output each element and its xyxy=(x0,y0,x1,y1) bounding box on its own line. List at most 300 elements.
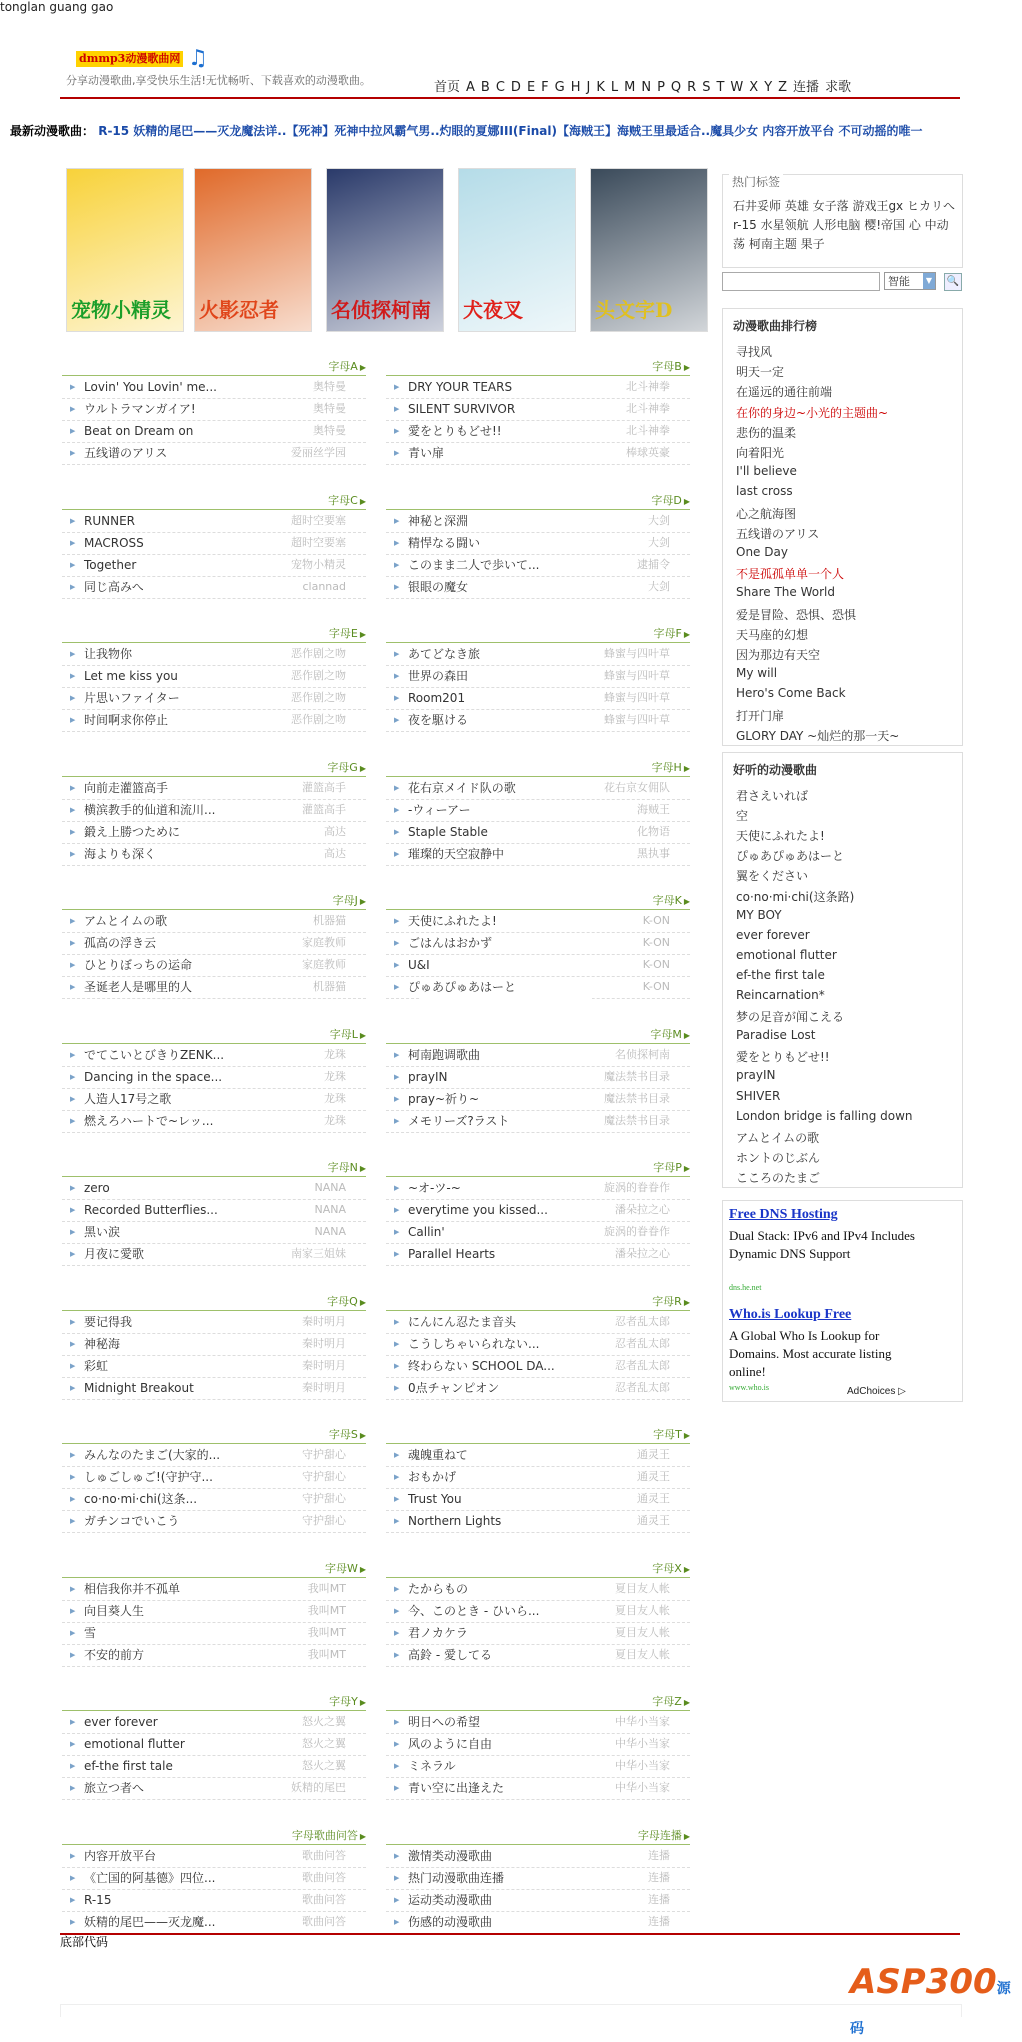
song-series[interactable]: NANA xyxy=(314,1225,346,1238)
song-title[interactable]: ひとりぼっちの运命 xyxy=(84,958,193,972)
nav-item-0[interactable]: 首页 xyxy=(434,80,461,95)
good-song-item[interactable]: 翼をください xyxy=(736,869,809,884)
song-row[interactable] xyxy=(62,821,366,844)
song-title[interactable]: ミネラル xyxy=(408,1759,456,1773)
song-row[interactable] xyxy=(386,1777,690,1800)
song-title[interactable]: 孤高の浮き云 xyxy=(84,936,157,950)
ranking-item[interactable]: 天马座的幻想 xyxy=(736,627,809,642)
song-title[interactable]: 世界の森田 xyxy=(408,669,469,683)
song-series[interactable]: 我叫MT xyxy=(307,1603,346,1617)
song-series[interactable]: 家庭教师 xyxy=(302,958,346,971)
ranking-item[interactable]: 悲伤的温柔 xyxy=(736,425,797,440)
song-row[interactable] xyxy=(386,1333,690,1356)
song-series[interactable]: 奥特曼 xyxy=(313,424,346,437)
nav-item-3[interactable]: C xyxy=(495,80,505,95)
song-row[interactable] xyxy=(386,1867,690,1890)
song-row[interactable] xyxy=(386,799,690,822)
song-series[interactable]: 连播 xyxy=(648,1914,670,1928)
song-title[interactable]: 圣诞老人是哪里的人 xyxy=(84,980,193,994)
song-title[interactable]: たからもの xyxy=(408,1581,469,1596)
song-series[interactable]: 怒火之翼 xyxy=(302,1715,346,1728)
song-row[interactable] xyxy=(62,1221,366,1244)
song-row[interactable] xyxy=(62,777,366,800)
song-series[interactable]: 名侦探柯南 xyxy=(615,1047,670,1061)
song-series[interactable]: clannad xyxy=(302,579,346,593)
song-title[interactable]: ウルトラマンガイア! xyxy=(84,402,196,416)
song-title[interactable]: 要记得我 xyxy=(84,1314,133,1329)
song-row[interactable] xyxy=(62,1333,366,1356)
song-series[interactable]: 超时空要塞 xyxy=(291,513,346,527)
nav-item-12[interactable]: M xyxy=(624,80,636,95)
section-heading[interactable] xyxy=(329,625,366,641)
song-title[interactable]: 热门动漫歌曲连播 xyxy=(408,1870,505,1885)
song-title[interactable]: 夜を駆ける xyxy=(408,713,469,727)
song-row[interactable] xyxy=(386,1733,690,1756)
song-title[interactable]: 向目葵人生 xyxy=(84,1603,145,1618)
song-title[interactable]: DRY YOUR TEARS xyxy=(408,380,513,394)
song-title[interactable]: 鍛え上勝つために xyxy=(84,824,181,839)
ranking-item[interactable]: 明天一定 xyxy=(736,365,785,380)
song-title[interactable]: アムとイムの歌 xyxy=(84,914,168,928)
song-row[interactable] xyxy=(386,1911,690,1934)
latest-songs-links[interactable]: R-15 妖精的尾巴——灭龙魔法详..【死神】死神中拉风霸气男..灼眼的夏娜III(Final)【海贼王】海贼王里最适合..魔具少女 内容开放平台 不可动摇的唯一 xyxy=(98,124,923,138)
section-heading[interactable] xyxy=(329,1426,366,1442)
nav-item-10[interactable]: K xyxy=(596,80,605,95)
song-title[interactable]: ever forever xyxy=(84,1715,158,1729)
song-title[interactable]: 明日への希望 xyxy=(408,1715,481,1729)
song-series[interactable]: 机器猫 xyxy=(313,914,346,927)
section-heading[interactable] xyxy=(652,1293,690,1309)
song-series[interactable]: 连播 xyxy=(648,1892,670,1906)
song-series[interactable]: 我叫MT xyxy=(307,1581,346,1595)
nav-item-8[interactable]: H xyxy=(570,80,581,95)
song-title[interactable]: 风のように自由 xyxy=(408,1737,493,1751)
song-row[interactable] xyxy=(62,910,366,933)
song-row[interactable] xyxy=(386,1177,690,1200)
song-series[interactable]: 花右京女佣队 xyxy=(604,780,670,794)
song-series[interactable]: 歌曲问答 xyxy=(302,1892,346,1906)
ranking-item[interactable]: last cross xyxy=(736,484,793,499)
song-series[interactable]: 黑执事 xyxy=(637,846,670,860)
song-title[interactable]: 伤感的动漫歌曲 xyxy=(408,1914,493,1929)
song-row[interactable] xyxy=(386,554,690,577)
section-heading[interactable] xyxy=(651,492,690,508)
song-row[interactable] xyxy=(62,1243,366,1266)
song-row[interactable] xyxy=(386,1845,690,1868)
song-row[interactable] xyxy=(62,376,366,399)
song-title[interactable]: co·no·mi·chi(这条... xyxy=(84,1492,198,1506)
section-heading[interactable] xyxy=(653,892,690,908)
section-heading[interactable] xyxy=(654,625,690,641)
ranking-item[interactable]: I'll believe xyxy=(736,464,797,479)
song-series[interactable]: 蜂蜜与四叶草 xyxy=(604,713,670,726)
song-title[interactable]: MACROSS xyxy=(84,535,144,550)
nav-item-1[interactable]: A xyxy=(466,80,475,95)
nav-item-24[interactable]: 求歌 xyxy=(825,80,852,95)
song-series[interactable]: 歌曲问答 xyxy=(302,1870,346,1884)
ranking-item[interactable]: 不是孤孤单单一个人 xyxy=(736,567,845,582)
song-row[interactable] xyxy=(386,1488,690,1511)
song-title[interactable]: zero xyxy=(84,1181,110,1195)
song-title[interactable]: R-15 xyxy=(84,1892,112,1907)
song-row[interactable] xyxy=(386,1110,690,1133)
section-heading[interactable] xyxy=(328,358,366,374)
song-row[interactable] xyxy=(62,687,366,710)
good-song-item[interactable]: ef-the first tale xyxy=(736,967,825,982)
song-series[interactable]: 蜂蜜与四叶草 xyxy=(604,647,670,660)
song-series[interactable]: NANA xyxy=(314,1181,346,1194)
anime-thumbnail[interactable] xyxy=(326,168,444,332)
song-series[interactable]: 我叫MT xyxy=(307,1647,346,1661)
song-title[interactable]: 向前走灌篮高手 xyxy=(84,780,169,795)
section-heading[interactable] xyxy=(328,492,366,508)
nav-item-9[interactable]: J xyxy=(586,80,591,95)
song-row[interactable] xyxy=(62,1644,366,1667)
ranking-item[interactable]: One Day xyxy=(736,545,788,559)
song-title[interactable]: 片思いファイター xyxy=(84,691,180,705)
song-series[interactable]: 忍者乱太郎 xyxy=(615,1314,670,1328)
song-series[interactable]: 大剑 xyxy=(648,513,670,527)
song-title[interactable]: 月夜に愛歌 xyxy=(84,1247,145,1261)
song-row[interactable] xyxy=(62,1355,366,1378)
site-logo[interactable] xyxy=(66,46,216,74)
song-row[interactable] xyxy=(386,532,690,555)
song-title[interactable]: Recorded Butterflies... xyxy=(84,1203,218,1217)
song-row[interactable] xyxy=(386,687,690,710)
song-series[interactable]: K-ON xyxy=(642,980,670,993)
good-song-item[interactable]: ever forever xyxy=(736,927,810,942)
section-heading[interactable] xyxy=(333,892,366,908)
nav-item-7[interactable]: G xyxy=(554,80,565,95)
song-row[interactable] xyxy=(62,1755,366,1778)
nav-item-20[interactable]: X xyxy=(749,80,759,95)
song-series[interactable]: 大剑 xyxy=(648,579,670,593)
song-series[interactable]: 怒火之翼 xyxy=(302,1737,346,1750)
song-series[interactable]: K-ON xyxy=(642,914,670,927)
song-row[interactable] xyxy=(386,1355,690,1378)
song-row[interactable] xyxy=(62,1066,366,1089)
nav-item-21[interactable]: Y xyxy=(764,80,773,95)
song-title[interactable]: 银眼の魔女 xyxy=(408,579,469,594)
song-series[interactable]: 高达 xyxy=(324,846,346,860)
song-series[interactable]: 通灵王 xyxy=(637,1492,670,1505)
song-series[interactable]: 怒火之翼 xyxy=(302,1759,346,1772)
section-heading[interactable] xyxy=(652,1693,690,1709)
nav-item-22[interactable]: Z xyxy=(778,80,788,95)
ad-url-1[interactable]: dns.he.net xyxy=(729,1283,762,1292)
song-series[interactable]: 中华小当家 xyxy=(615,1737,670,1750)
song-series[interactable]: 魔法禁书目录 xyxy=(604,1069,670,1083)
good-song-item[interactable]: MY BOY xyxy=(736,907,782,922)
song-title[interactable]: 让我物你 xyxy=(84,647,133,661)
nav-item-14[interactable]: P xyxy=(657,80,665,95)
nav-item-18[interactable]: T xyxy=(716,80,725,95)
adchoices-link[interactable]: AdChoices ▷ xyxy=(847,1386,906,1397)
song-series[interactable]: 连播 xyxy=(648,1848,670,1862)
song-row[interactable] xyxy=(62,1488,366,1511)
song-row[interactable] xyxy=(62,1733,366,1756)
section-heading[interactable] xyxy=(652,759,690,775)
good-song-item[interactable]: アムとイムの歌 xyxy=(736,1130,820,1145)
section-heading[interactable] xyxy=(653,1426,690,1442)
song-row[interactable] xyxy=(386,1444,690,1467)
song-title[interactable]: Let me kiss you xyxy=(84,669,178,683)
song-row[interactable] xyxy=(62,843,366,866)
song-row[interactable] xyxy=(62,1578,366,1601)
song-title[interactable]: このまま二人で歩いて... xyxy=(408,557,540,572)
song-row[interactable] xyxy=(386,1044,690,1067)
song-row[interactable] xyxy=(386,709,690,732)
song-title[interactable]: 魂魄重ねて xyxy=(408,1448,468,1462)
song-series[interactable]: K-ON xyxy=(642,958,670,971)
ranking-item[interactable]: 因为那边有天空 xyxy=(736,648,821,662)
good-song-item[interactable]: ホントのじぶん xyxy=(736,1150,821,1165)
good-song-item[interactable]: Reincarnation* xyxy=(736,988,825,1002)
song-title[interactable]: 相信我你并不孤单 xyxy=(84,1581,181,1596)
song-series[interactable]: 歌曲问答 xyxy=(302,1848,346,1862)
song-row[interactable] xyxy=(62,1044,366,1067)
song-row[interactable] xyxy=(386,1889,690,1912)
good-song-item[interactable]: emotional flutter xyxy=(736,947,837,962)
song-series[interactable]: 龙珠 xyxy=(324,1069,346,1083)
song-series[interactable]: 夏目友人帐 xyxy=(615,1581,670,1595)
section-heading[interactable] xyxy=(327,759,366,775)
section-heading[interactable] xyxy=(638,1827,690,1843)
song-title[interactable]: Lovin' You Lovin' me... xyxy=(84,380,217,394)
song-series[interactable]: 秦时明月 xyxy=(302,1358,346,1372)
song-series[interactable]: 中华小当家 xyxy=(615,1781,670,1794)
ad-url-2[interactable]: www.who.is xyxy=(729,1383,769,1392)
song-series[interactable]: 宠物小精灵 xyxy=(291,557,346,571)
song-row[interactable] xyxy=(386,1088,690,1111)
song-title[interactable]: 0点チャンピオン xyxy=(408,1380,500,1395)
song-title[interactable]: Midnight Breakout xyxy=(84,1380,194,1395)
song-row[interactable] xyxy=(62,1088,366,1111)
good-song-item[interactable]: SHIVER xyxy=(736,1088,781,1103)
song-row[interactable] xyxy=(62,643,366,666)
song-series[interactable]: 连播 xyxy=(648,1870,670,1884)
song-title[interactable]: Callin' xyxy=(408,1225,445,1239)
song-series[interactable]: 忍者乱太郎 xyxy=(615,1380,670,1394)
song-series[interactable]: 恶作剧之吻 xyxy=(291,669,346,682)
section-heading[interactable] xyxy=(327,1293,366,1309)
song-title[interactable]: ef-the first tale xyxy=(84,1759,173,1773)
song-title[interactable]: emotional flutter xyxy=(84,1737,185,1751)
ranking-item[interactable]: 心之航海图 xyxy=(736,506,797,521)
song-row[interactable] xyxy=(62,398,366,421)
nav-item-13[interactable]: N xyxy=(641,80,652,95)
section-heading[interactable] xyxy=(653,1159,690,1175)
anime-thumbnail[interactable] xyxy=(66,168,184,332)
song-series[interactable]: 忍者乱太郎 xyxy=(615,1358,670,1372)
nav-item-15[interactable]: Q xyxy=(670,80,682,95)
song-series[interactable]: 妖精的尾巴 xyxy=(291,1781,346,1794)
song-series[interactable]: 灌篮高手 xyxy=(302,780,346,794)
song-series[interactable]: 高达 xyxy=(324,824,346,838)
song-series[interactable]: 龙珠 xyxy=(324,1047,346,1061)
song-title[interactable]: U&I xyxy=(408,958,430,972)
song-row[interactable] xyxy=(62,1311,366,1334)
good-song-item[interactable]: Paradise Lost xyxy=(736,1028,816,1043)
song-title[interactable]: ~オ-ツ-~ xyxy=(408,1181,461,1195)
song-series[interactable]: 秦时明月 xyxy=(302,1314,346,1328)
song-series[interactable]: 旋涡的眷眷作 xyxy=(604,1181,670,1194)
song-title[interactable]: 高鈴 - 愛してる xyxy=(408,1647,492,1662)
search-input[interactable] xyxy=(722,272,880,291)
song-title[interactable]: ごはんはおかず xyxy=(408,936,493,950)
song-title[interactable]: Room201 xyxy=(408,691,466,705)
song-row[interactable] xyxy=(386,576,690,599)
song-title[interactable]: RUNNER xyxy=(84,513,135,528)
section-heading[interactable] xyxy=(292,1827,366,1843)
song-series[interactable]: 守护甜心 xyxy=(302,1492,346,1505)
song-title[interactable]: pray~祈り~ xyxy=(408,1091,480,1106)
song-title[interactable]: 青い扉 xyxy=(408,446,445,460)
song-row[interactable] xyxy=(386,665,690,688)
song-series[interactable]: 秦时明月 xyxy=(302,1380,346,1394)
song-row[interactable] xyxy=(62,1867,366,1890)
song-row[interactable] xyxy=(62,1622,366,1645)
song-row[interactable] xyxy=(62,1199,366,1222)
song-series[interactable]: 中华小当家 xyxy=(615,1759,670,1772)
song-series[interactable]: 北斗神拳 xyxy=(626,380,670,393)
nav-item-17[interactable]: S xyxy=(702,80,711,95)
song-title[interactable]: Staple Stable xyxy=(408,824,488,839)
nav-item-16[interactable]: R xyxy=(687,80,697,95)
ranking-item[interactable]: GLORY DAY ~灿烂的那一天~ xyxy=(736,728,900,743)
song-series[interactable]: 北斗神拳 xyxy=(626,424,670,437)
anime-thumbnail[interactable] xyxy=(194,168,312,332)
song-title[interactable]: 天使にふれたよ! xyxy=(408,914,497,928)
search-type-select[interactable] xyxy=(884,272,936,290)
song-title[interactable]: SILENT SURVIVOR xyxy=(408,402,516,416)
song-title[interactable]: 激情类动漫歌曲 xyxy=(408,1848,493,1863)
song-row[interactable] xyxy=(62,932,366,955)
song-row[interactable] xyxy=(62,799,366,822)
song-title[interactable]: 横滨教手的仙道和流川... xyxy=(84,802,216,817)
song-row[interactable] xyxy=(386,1221,690,1244)
song-series[interactable]: NANA xyxy=(314,1203,346,1216)
ranking-item[interactable]: 打开门扉 xyxy=(736,708,785,723)
song-title[interactable]: 花右京メイド队の歌 xyxy=(408,780,516,795)
song-title[interactable]: 燃えろハートで~レッ... xyxy=(84,1113,214,1128)
song-row[interactable] xyxy=(386,1243,690,1266)
song-title[interactable]: 今、このとき - ひいら... xyxy=(408,1603,540,1618)
anime-thumbnail[interactable] xyxy=(458,168,576,332)
ranking-item[interactable]: Share The World xyxy=(736,585,835,600)
song-series[interactable]: 通灵王 xyxy=(637,1448,670,1461)
song-series[interactable]: 中华小当家 xyxy=(615,1715,670,1728)
song-row[interactable] xyxy=(62,954,366,977)
song-title[interactable]: Northern Lights xyxy=(408,1514,502,1528)
song-series[interactable]: 恶作剧之吻 xyxy=(291,713,346,726)
song-row[interactable] xyxy=(62,1110,366,1133)
song-series[interactable]: 蜂蜜与四叶草 xyxy=(604,669,670,682)
song-row[interactable] xyxy=(62,532,366,555)
section-heading[interactable] xyxy=(329,1693,366,1709)
song-row[interactable] xyxy=(386,1578,690,1601)
ranking-item[interactable]: 爱是冒险、恐惧、恐惧 xyxy=(736,607,857,622)
good-song-item[interactable]: 君さえいれば xyxy=(736,789,809,803)
section-heading[interactable] xyxy=(325,1560,366,1576)
ranking-item[interactable]: 五线谱のアリス xyxy=(736,526,820,541)
song-row[interactable] xyxy=(386,1377,690,1400)
song-row[interactable] xyxy=(62,442,366,465)
song-title[interactable]: しゅごしゅご!(守护守... xyxy=(84,1470,213,1484)
song-series[interactable]: 奥特曼 xyxy=(313,380,346,393)
song-row[interactable] xyxy=(62,976,366,999)
song-row[interactable] xyxy=(386,510,690,533)
song-title[interactable]: 五线谱のアリス xyxy=(84,446,168,460)
nav-item-23[interactable]: 连播 xyxy=(793,80,820,95)
song-series[interactable]: 夏目友人帐 xyxy=(615,1647,670,1661)
song-row[interactable] xyxy=(62,1711,366,1734)
song-row[interactable] xyxy=(62,420,366,443)
good-song-item[interactable]: 愛をとりもどせ!! xyxy=(736,1050,830,1065)
song-row[interactable] xyxy=(386,1311,690,1334)
song-series[interactable]: 化物语 xyxy=(637,824,670,838)
song-row[interactable] xyxy=(386,398,690,421)
good-song-item[interactable]: こころのたまご xyxy=(736,1170,821,1185)
song-title[interactable]: 青い空に出逢えた xyxy=(408,1781,505,1795)
song-row[interactable] xyxy=(386,1199,690,1222)
ranking-item[interactable]: 在遥远的通往前端 xyxy=(736,385,833,400)
song-title[interactable]: 妖精的尾巴——灭龙魔... xyxy=(84,1914,216,1929)
song-title[interactable]: 同じ高みへ xyxy=(84,579,144,594)
song-series[interactable]: 棒球英豪 xyxy=(626,446,670,459)
song-row[interactable] xyxy=(62,554,366,577)
song-row[interactable] xyxy=(62,1444,366,1467)
song-title[interactable]: 神秘海 xyxy=(84,1336,121,1351)
hot-tags-list[interactable]: 石井妥师 英雄 女子落 游戏王gx ヒカリへ r-15 水星领航 人形电脑 樱!帝国 心 中动荡 柯南主题 果子 xyxy=(733,199,955,251)
song-row[interactable] xyxy=(386,420,690,443)
ranking-item[interactable]: 向着阳光 xyxy=(736,446,785,460)
ranking-item[interactable]: My will xyxy=(736,666,778,681)
song-series[interactable]: 守护甜心 xyxy=(302,1514,346,1527)
song-series[interactable]: 我叫MT xyxy=(307,1625,346,1639)
song-title[interactable]: ぴゅあぴゅあはーと xyxy=(408,980,517,994)
section-heading[interactable] xyxy=(328,1159,366,1175)
song-title[interactable]: あてどなき旅 xyxy=(408,647,481,661)
song-series[interactable]: 歌曲问答 xyxy=(302,1914,346,1928)
ranking-item[interactable]: 寻找风 xyxy=(736,345,773,359)
song-series[interactable]: 大剑 xyxy=(648,535,670,549)
song-row[interactable] xyxy=(386,643,690,666)
section-heading[interactable] xyxy=(330,1026,366,1042)
song-title[interactable]: 内容开放平台 xyxy=(84,1848,157,1863)
song-series[interactable]: 龙珠 xyxy=(324,1113,346,1127)
song-title[interactable]: おもかげ xyxy=(408,1470,457,1484)
song-title[interactable]: -ウィーアー xyxy=(408,802,471,817)
song-row[interactable] xyxy=(62,1466,366,1489)
ranking-item[interactable]: Hero's Come Back xyxy=(736,686,846,701)
song-row[interactable] xyxy=(386,777,690,800)
song-title[interactable]: 旅立つ者へ xyxy=(84,1781,145,1795)
song-series[interactable]: 海贼王 xyxy=(637,802,670,816)
song-title[interactable]: 愛をとりもどせ!! xyxy=(408,424,502,438)
song-series[interactable]: 秦时明月 xyxy=(302,1336,346,1350)
song-series[interactable]: 魔法禁书目录 xyxy=(604,1113,670,1127)
song-row[interactable] xyxy=(62,1600,366,1623)
song-row[interactable] xyxy=(62,510,366,533)
nav-item-19[interactable]: W xyxy=(730,80,744,95)
song-title[interactable]: こうしちゃいられない... xyxy=(408,1336,540,1351)
song-row[interactable] xyxy=(386,376,690,399)
song-title[interactable]: Beat on Dream on xyxy=(84,424,194,438)
song-series[interactable]: 守护甜心 xyxy=(302,1470,346,1483)
song-row[interactable] xyxy=(62,1177,366,1200)
nav-item-6[interactable]: F xyxy=(541,80,549,95)
